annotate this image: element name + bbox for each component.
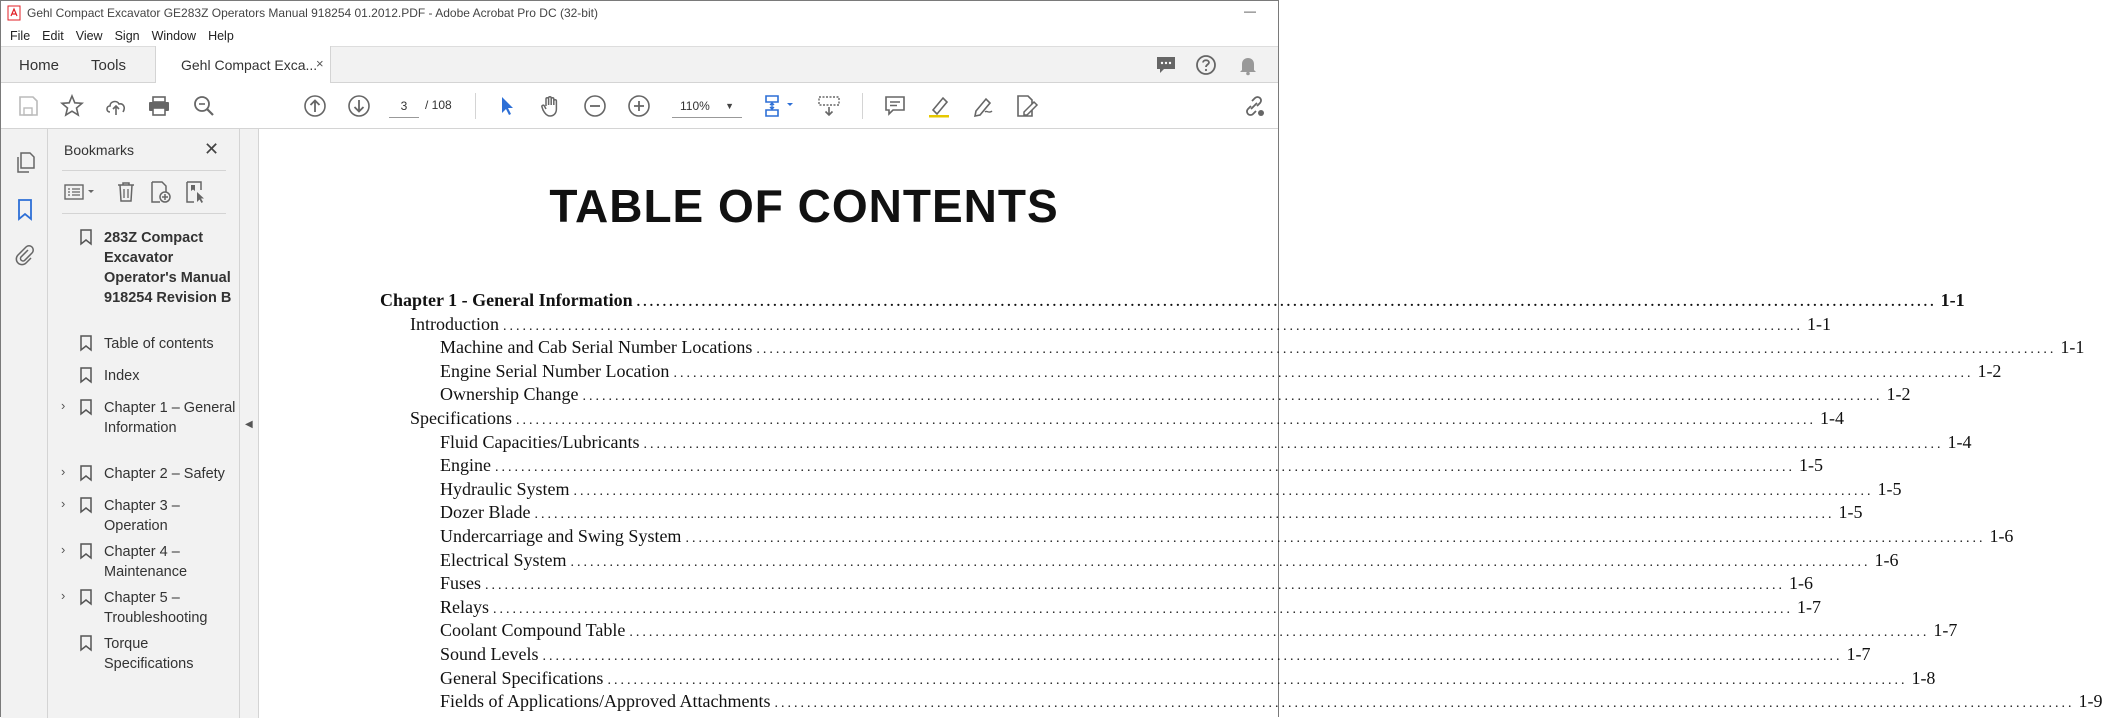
- toc-entry-title: Fields of Applications/Approved Attachments: [440, 691, 771, 712]
- bookmark-label: Torque Specifications: [104, 636, 194, 672]
- cloud-upload-icon[interactable]: [104, 94, 128, 118]
- chevron-right-icon[interactable]: ›: [61, 398, 66, 413]
- toc-entry-page: 1-1: [2060, 337, 2085, 358]
- toc-entry[interactable]: [440, 644, 1871, 666]
- page-thumbnails-icon[interactable]: [14, 151, 36, 173]
- toc-entry[interactable]: [440, 526, 2014, 548]
- panel-splitter[interactable]: [240, 129, 259, 718]
- previous-page-icon[interactable]: [303, 94, 327, 118]
- toolbar-divider: [475, 93, 476, 119]
- toc-entry-page: 1-4: [1947, 431, 1972, 452]
- edit-document-icon[interactable]: [1014, 94, 1038, 118]
- bookmark-label: Index: [104, 368, 140, 384]
- toc-leader-dots: ........................................................................................................................................................................................................: [495, 460, 1795, 476]
- toc-leader-dots: ........................................................................................................................................................................................................: [485, 578, 1786, 594]
- save-icon[interactable]: [16, 94, 40, 118]
- toc-entry-title: Machine and Cab Serial Number Locations: [440, 337, 753, 358]
- chevron-right-icon[interactable]: ›: [61, 542, 66, 557]
- toc-entry[interactable]: [440, 360, 2002, 383]
- toc-entry-title: Electrical System: [440, 549, 567, 570]
- title-bar: [1, 1, 1278, 25]
- bookmark-icon: [80, 543, 92, 559]
- toc-entry[interactable]: [440, 667, 1936, 690]
- toc-leader-dots: ........................................................................................................................................................................................................: [643, 436, 1944, 452]
- toc-entry[interactable]: [410, 313, 1831, 336]
- toc-entry-title: Coolant Compound Table: [440, 620, 626, 641]
- attachment-icon[interactable]: [14, 244, 36, 266]
- toc-entry-page: 1-9: [2078, 691, 2102, 712]
- toc-entry[interactable]: [440, 620, 1958, 642]
- search-zoom-icon[interactable]: [192, 94, 216, 118]
- bookmark-label: Chapter 3 – Operation: [104, 498, 180, 534]
- toc-entry-page: 1-1: [1940, 290, 1965, 310]
- toc-entry-title: Dozer Blade: [440, 502, 531, 523]
- panel-divider: [62, 213, 226, 214]
- toc-leader-dots: ........................................................................................................................................................................................................: [636, 295, 1937, 310]
- toc-leader-dots: ........................................................................................................................................................................................................: [607, 672, 1908, 688]
- toc-leader-dots: ........................................................................................................................................................................................................: [756, 342, 2057, 358]
- bookmark-icon: [80, 399, 92, 415]
- toc-entry-page: 1-7: [1797, 596, 1821, 617]
- toc-entry[interactable]: [410, 408, 1844, 430]
- chevron-right-icon[interactable]: ›: [61, 588, 66, 603]
- zoom-out-icon[interactable]: [583, 94, 607, 118]
- page-fit-icon[interactable]: [763, 94, 797, 118]
- toc-entry[interactable]: [380, 290, 1965, 312]
- next-page-icon[interactable]: [347, 94, 371, 118]
- select-cursor-icon[interactable]: [495, 94, 519, 118]
- bookmark-icon: [80, 335, 92, 351]
- menu-view[interactable]: View: [75, 28, 103, 43]
- menu-file[interactable]: File: [10, 28, 31, 43]
- toc-entry-page: 1-5: [1838, 502, 1863, 523]
- toc-entry-page: 1-5: [1799, 455, 1823, 476]
- toc-entry-page: 1-2: [1977, 360, 2002, 381]
- panel-divider: [62, 170, 226, 171]
- toc-entry-page: 1-2: [1886, 384, 1911, 405]
- menu-window[interactable]: Window: [151, 28, 197, 43]
- toc-entry[interactable]: [440, 337, 2085, 359]
- close-icon[interactable]: ✕: [204, 139, 220, 159]
- bookmark-icon: [80, 465, 92, 481]
- toc-leader-dots: ........................................................................................................................................................................................................: [570, 554, 1871, 570]
- chevron-down-icon: ▼: [725, 101, 734, 111]
- toc-entry-title: Specifications: [410, 408, 512, 428]
- bookmark-label: Chapter 2 – Safety: [104, 466, 225, 482]
- zoom-level-value: 110%: [680, 99, 710, 113]
- toc-leader-dots: ........................................................................................................................................................................................................: [685, 531, 1986, 546]
- toc-entry-page: 1-5: [1877, 478, 1902, 499]
- chevron-right-icon[interactable]: ›: [61, 464, 66, 479]
- bookmark-label: Chapter 1 – General Information: [104, 400, 236, 436]
- toc-leader-dots: ........................................................................................................................................................................................................: [673, 365, 1974, 381]
- toc-entry-page: 1-1: [1806, 313, 1831, 334]
- toolbar-divider: [862, 93, 863, 119]
- navigation-rail: [1, 129, 48, 718]
- panel-title: Bookmarks: [64, 142, 135, 158]
- toc-entry-title: Undercarriage and Swing System: [440, 526, 682, 546]
- toc-entry-page: 1-6: [1789, 573, 1814, 594]
- toc-entry-title: Fluid Capacities/Lubricants: [440, 431, 640, 452]
- toc-entry-title: Relays: [440, 596, 489, 617]
- tab-close-button[interactable]: ×: [316, 56, 324, 71]
- toc-entry-title: Hydraulic System: [440, 478, 570, 499]
- menu-bar: [1, 25, 1278, 46]
- toc-entry-page: 1-7: [1846, 644, 1871, 664]
- menu-help[interactable]: Help: [208, 28, 234, 43]
- bookmark-icon: [80, 497, 92, 513]
- bookmark-label: Table of contents: [104, 336, 214, 352]
- toc-entry-title: General Specifications: [440, 667, 604, 688]
- toc-leader-dots: ........................................................................................................................................................................................................: [582, 389, 1883, 405]
- toc-entry-title: Engine: [440, 455, 491, 476]
- chevron-right-icon[interactable]: ›: [61, 496, 66, 511]
- zoom-in-icon[interactable]: [627, 94, 651, 118]
- share-link-icon[interactable]: [1242, 94, 1266, 118]
- menu-sign[interactable]: Sign: [114, 28, 140, 43]
- toc-entry-title: Engine Serial Number Location: [440, 360, 670, 381]
- toc-entry[interactable]: [440, 478, 1902, 501]
- bookmark-panel-icon[interactable]: [14, 198, 36, 220]
- page-count: / 108: [425, 98, 452, 112]
- highlight-pen-icon[interactable]: [927, 94, 951, 118]
- toc-entry-title: Sound Levels: [440, 644, 539, 664]
- toc-leader-dots: ........................................................................................................................................................................................................: [534, 507, 1835, 523]
- bookmark-icon: [80, 229, 92, 245]
- toc-entry-page: 1-6: [1989, 526, 2014, 546]
- toolbar: [1, 83, 1278, 129]
- toc-entry-page: 1-8: [1911, 667, 1936, 688]
- toc-leader-dots: ........................................................................................................................................................................................................: [573, 483, 1874, 499]
- toc-entry[interactable]: [440, 691, 2102, 713]
- notification-bell-icon[interactable]: [1237, 54, 1259, 76]
- scroll-mode-icon[interactable]: [817, 94, 841, 118]
- new-bookmark-icon[interactable]: [148, 180, 172, 204]
- toc-entry[interactable]: [440, 573, 1814, 595]
- toc-entry-page: 1-6: [1874, 549, 1899, 570]
- toc-entry[interactable]: [440, 549, 1899, 572]
- hand-tool-icon[interactable]: [539, 94, 563, 118]
- bookmark-options-icon[interactable]: [63, 180, 99, 204]
- document-heading: TABLE OF CONTENTS: [549, 180, 1059, 232]
- delete-bookmark-icon[interactable]: [114, 180, 138, 204]
- document-view[interactable]: [259, 129, 2102, 718]
- toc-entry-page: 1-7: [1933, 620, 1958, 641]
- toc-entry[interactable]: [440, 431, 1972, 454]
- toc-entry[interactable]: [440, 455, 1823, 477]
- bookmark-search-icon[interactable]: [183, 180, 207, 204]
- toc-leader-dots: ........................................................................................................................................................................................................: [629, 625, 1930, 641]
- collapse-panel-icon[interactable]: ◀: [245, 419, 253, 430]
- sticky-note-icon[interactable]: [883, 94, 907, 118]
- tab-bar: [1, 46, 1278, 83]
- toc-entry-title: Chapter 1 - General Information: [380, 290, 633, 310]
- window-title: Gehl Compact Excavator GE283Z Operators Manual 918254 01.2012.PDF - Adobe Acrobat Pro DC (32-bit): [27, 6, 598, 20]
- toc-leader-dots: ........................................................................................................................................................................................................: [515, 413, 1816, 428]
- help-icon[interactable]: [1195, 54, 1217, 76]
- tab-home[interactable]: Home: [19, 57, 60, 74]
- toc-leader-dots: ........................................................................................................................................................................................................: [502, 318, 1803, 334]
- minimize-button[interactable]: —: [1244, 4, 1256, 18]
- tab-document[interactable]: [155, 46, 331, 84]
- star-icon[interactable]: [60, 94, 84, 118]
- bookmark-icon: [80, 367, 92, 383]
- bookmark-label: 283Z Compact Excavator Operator's Manual 918254 Revision B: [104, 230, 232, 306]
- zoom-level-select[interactable]: [672, 94, 742, 118]
- toc-leader-dots: ........................................................................................................................................................................................................: [542, 649, 1843, 664]
- toc-entry-page: 1-4: [1819, 408, 1844, 428]
- tab-document-label: Gehl Compact Exca...: [181, 57, 318, 73]
- bookmarks-panel: [48, 129, 240, 718]
- menu-edit[interactable]: Edit: [42, 28, 64, 43]
- print-icon[interactable]: [147, 94, 171, 118]
- toc-entry-title: Ownership Change: [440, 384, 579, 405]
- toc-entry-title: Fuses: [440, 573, 482, 594]
- comment-icon[interactable]: [1155, 54, 1177, 76]
- page-number-input[interactable]: 3: [389, 94, 419, 118]
- toc-leader-dots: ........................................................................................................................................................................................................: [493, 601, 1793, 617]
- toc-entry[interactable]: [440, 384, 1911, 406]
- bookmark-label: Chapter 5 – Troubleshooting: [104, 590, 208, 626]
- toc-entry[interactable]: [440, 596, 1821, 619]
- sign-pen-icon[interactable]: [971, 94, 995, 118]
- toc-leader-dots: ........................................................................................................................................................................................................: [774, 696, 2075, 712]
- toc-entry-title: Introduction: [410, 313, 499, 334]
- bookmark-label: Chapter 4 – Maintenance: [104, 544, 188, 580]
- acrobat-app-icon: [7, 6, 21, 20]
- bookmark-icon: [80, 635, 92, 651]
- tab-tools[interactable]: Tools: [91, 57, 127, 74]
- bookmark-icon: [80, 589, 92, 605]
- toc-entry[interactable]: [440, 502, 1863, 524]
